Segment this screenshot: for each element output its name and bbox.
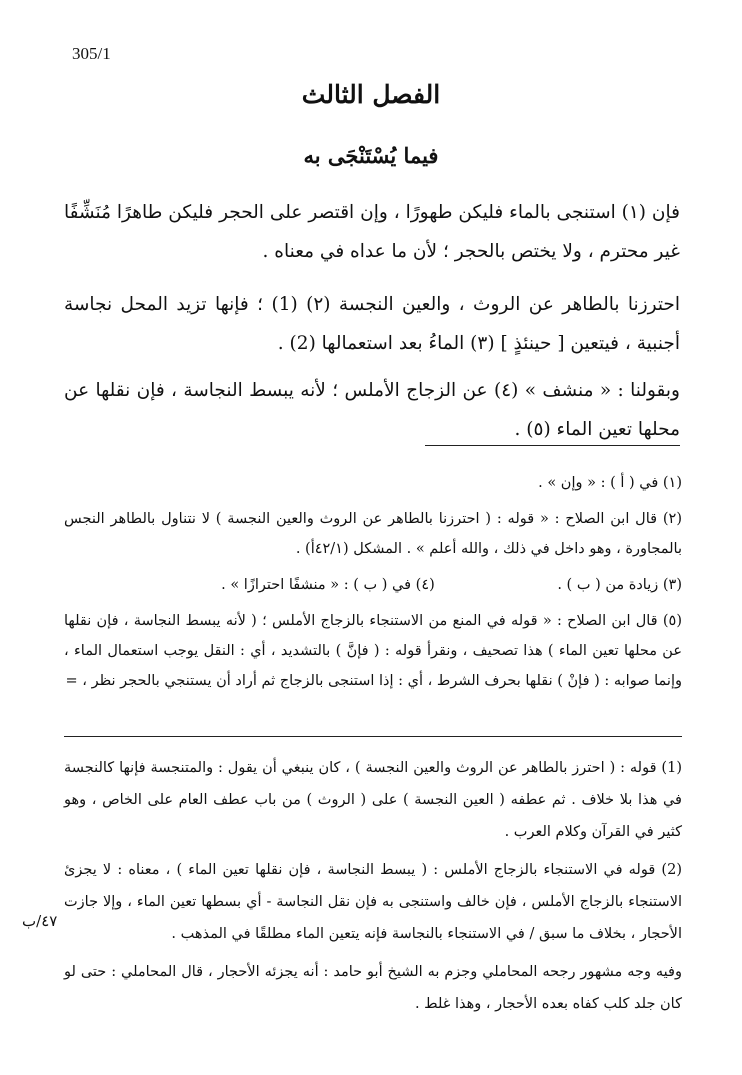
margin-reference: ٤٧/ب	[22, 912, 58, 930]
footnote-5: (٥) قال ابن الصلاح : « قوله في المنع من الاستنجاء بالزجاج الأملس ؛ ( لأنه يبسط النجاسة ، فإن نقلها عن محلها تعين الماء ) هذا تصحيف ، ونقرأ قوله : ( فإنَّ ) بالتشديد ، أي : النقل يوجب استعمال الماء ، وإنما صوابه : ( فإنْ ) نقلها بحرف الشرط ، أي : إذا استنجى بالزجاج ثم أراد أن يستنجي بالحجر نظر ، =	[64, 613, 682, 689]
author-note-1: (1) قوله : ( احترز بالطاهر عن الروث والعين النجسة ) ، كان ينبغي أن يقول : والمتنجسة فإنها كالنجسة في هذا بلا خلاف . ثم عطفه ( العين النجسة ) على ( الروث ) من باب عطف العام على الخاص ، وهو كثير في القرآن وكلام العرب .	[64, 760, 682, 840]
footnote-row-3-4	[64, 570, 682, 600]
main-paragraph-3	[64, 371, 680, 449]
paragraph-text: احترزنا بالطاهر عن الروث ، والعين النجسة (٢) (1) ؛ فإنها تزيد المحل نجاسة أجنبية ، فيتعين [ حينئذٍ ] (٣) الماءُ بعد استعمالها (2) .	[64, 294, 680, 354]
footnote-3: (٣) زيادة من ( ب ) .	[557, 577, 682, 593]
author-note-2: (2) قوله في الاستنجاء بالزجاج الأملس : ( يبسط النجاسة ، فإن نقلها تعين الماء ) ، معناه : لا يجزئ الاستنجاء بالزجاج الأملس ، فإن خالف واستنجى به فإن نقل النجاسة - أي بسطها تعين الماء ، وإلا جازت الأحجار ، بخلاف ما سبق / في الاستنجاء بالنجاسة فإنه يتعين الماء مطلقًا في المذهب .	[64, 862, 682, 942]
section-title: فيما يُسْتَنْجَى به	[303, 143, 439, 168]
author-footnotes	[64, 752, 682, 1026]
footnote-4: (٤) في ( ب ) : « منشفًا احترازًا » .	[221, 577, 435, 593]
page-number: 305/1	[72, 44, 111, 63]
footnote-divider	[425, 445, 680, 446]
paragraph-text: وبقولنا : « منشف » (٤) عن الزجاج الأملس ؛ لأنه يبسط النجاسة ، فإن نقلها عن محلها تعين الماء (٥) .	[64, 380, 680, 440]
footnote-1: (١) في ( أ ) : « وإن » .	[538, 475, 682, 491]
footnote-2: (٢) قال ابن الصلاح : « قوله : ( احترزنا بالطاهر عن الروث والعين النجسة ) لا نتناول بالطاهر النجس بالمجاورة ، وهو داخل في ذلك ، والله أعلم » . المشكل (٤٢/١أ) .	[64, 511, 682, 557]
main-paragraph-2	[64, 285, 680, 363]
paragraph-text: فإن (١) استنجى بالماء فليكن طهورًا ، وإن اقتصر على الحجر فليكن طاهرًا مُنَشِّفًا غير محترم ، ولا يختص بالحجر ؛ لأن ما عداه في معناه .	[64, 202, 681, 262]
main-paragraph-1	[64, 193, 680, 271]
chapter-title: الفصل الثالث	[301, 80, 441, 109]
author-notes-divider	[64, 736, 682, 737]
author-note-3: وفيه وجه مشهور رجحه المحاملي وجزم به الشيخ أبو حامد : أنه يجزئه الأحجار ، قال المحاملي : حتى لو كان جلد كلب كفاه بعده الأحجار ، وهذا غلط .	[64, 964, 682, 1012]
editor-footnotes	[64, 468, 682, 702]
